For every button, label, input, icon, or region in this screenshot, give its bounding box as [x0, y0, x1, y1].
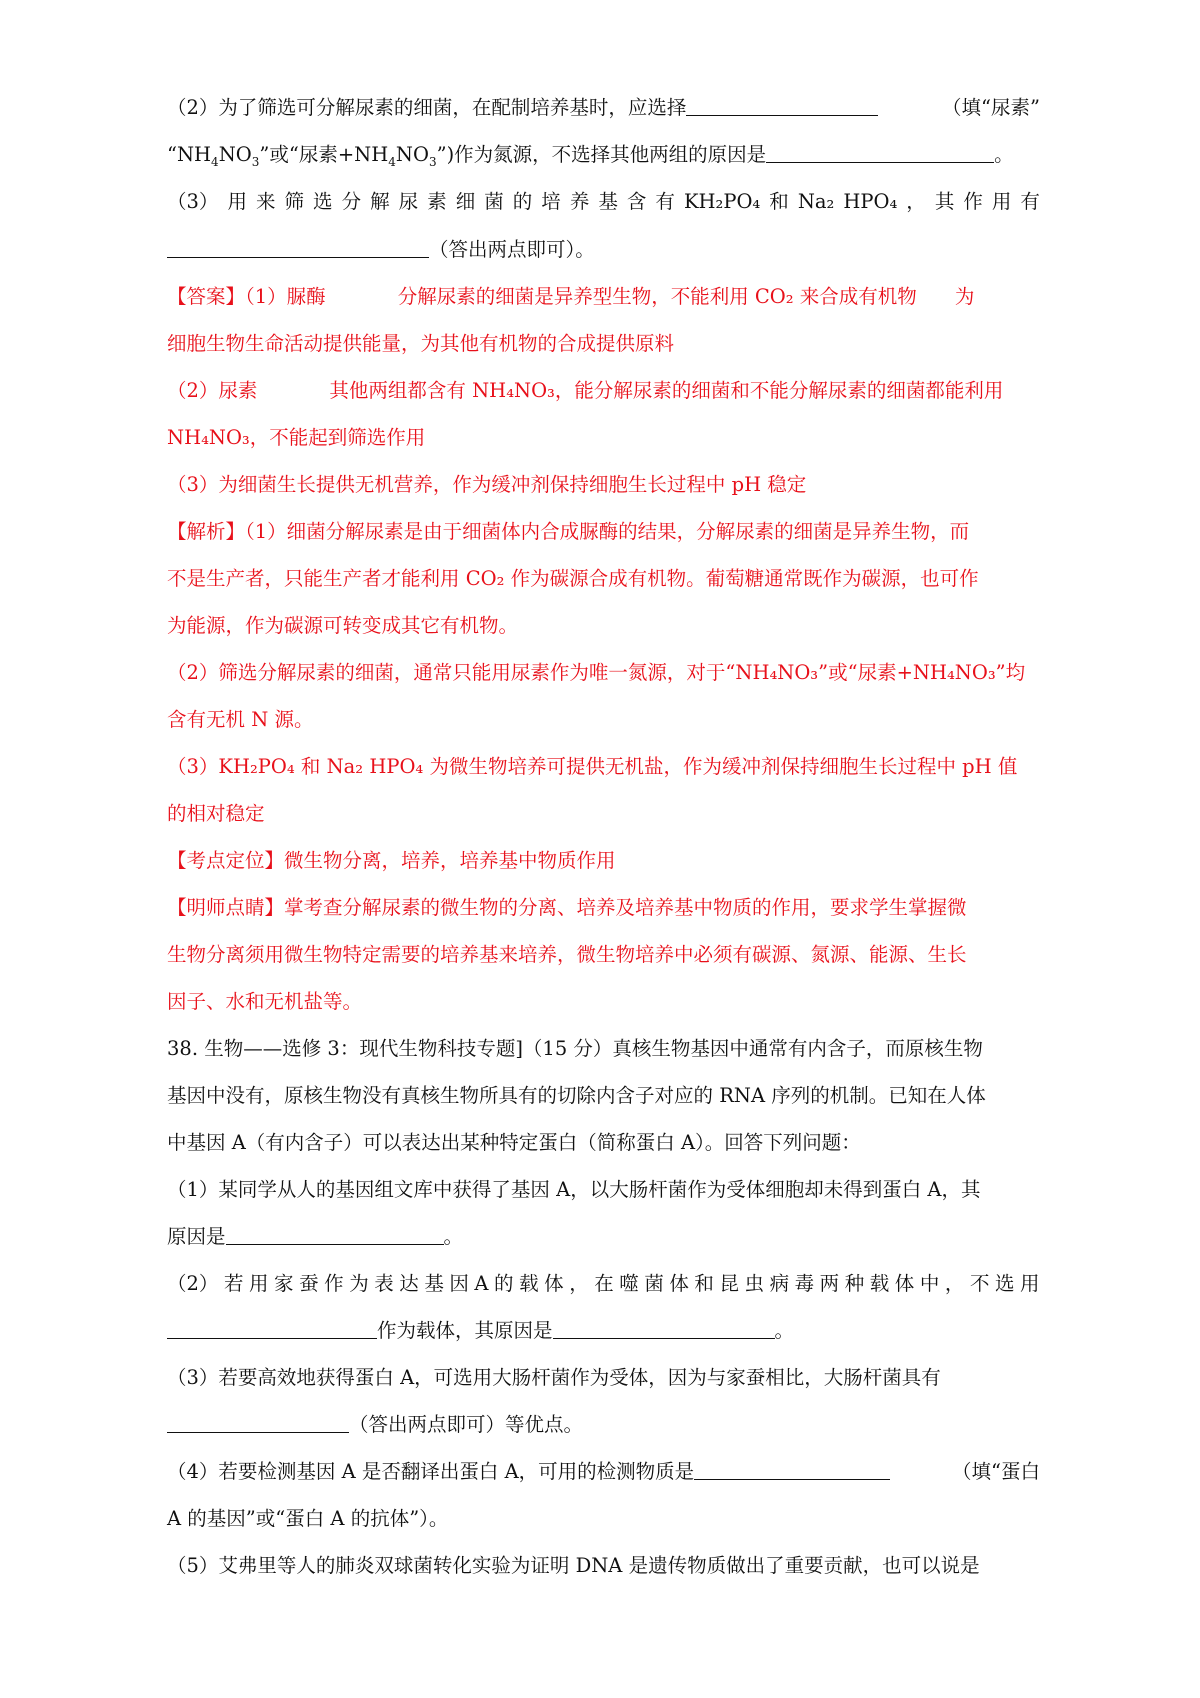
q38-part4-line1: （4）若要检测基因 A 是否翻译出蛋白 A，可用的检测物质是 （填“蛋白 — [167, 1460, 1040, 1483]
q38-part4-line2: A 的基因”或“蛋白 A 的抗体”）。 — [167, 1507, 449, 1530]
answer-blank — [766, 142, 994, 163]
answer-line1: 【答案】（1）脲酶 分解尿素的细菌是异养型生物，不能利用 CO₂ 来合成有机物 为 — [167, 285, 975, 308]
answer-line3: （2）尿素 其他两组都含有 NH₄NO₃，能分解尿素的细菌和不能分解尿素的细菌都能利用 — [167, 379, 1004, 402]
answer-line2: 细胞生物生命活动提供能量，为其他有机物的合成提供原料 — [167, 332, 675, 355]
q38-part3-line2: （答出两点即可）等优点。 — [167, 1411, 1040, 1439]
q38-part3-line1: （3）若要高效地获得蛋白 A，可选用大肠杆菌作为受体，因为与家蚕相比，大肠杆菌具有 — [167, 1366, 941, 1389]
kaodian-line: 【考点定位】微生物分离，培养，培养基中物质作用 — [167, 849, 616, 872]
q38-part1-line2: 原因是 。 — [167, 1225, 464, 1248]
analysis-line6: （3）KH₂PO₄ 和 Na₂ HPO₄ 为微生物培养可提供无机盐，作为缓冲剂保持细胞生长过程中 pH 值 — [167, 755, 1018, 778]
answer-blank — [167, 1412, 349, 1433]
q38-stem-line2: 基因中没有，原核生物没有真核生物所具有的切除内含子对应的 RNA 序列的机制。已知在人体 — [167, 1084, 986, 1107]
mingshi-line3: 因子、水和无机盐等。 — [167, 990, 363, 1013]
answer-line5: （3）为细菌生长提供无机营养，作为缓冲剂保持细胞生长过程中 pH 稳定 — [167, 473, 807, 496]
q37-part3-line1: （3） 用 来 筛 选 分 解 尿 素 细 菌 的 培 养 基 含 有 KH₂PO₄ 和 Na₂ HPO₄ ， 其 作 用 有 — [167, 190, 1040, 213]
answer-blank — [167, 237, 429, 258]
q37-part2-text: （2）为了筛选可分解尿素的细菌，在配制培养基时，应选择 — [167, 96, 687, 119]
q38-part5-line1: （5）艾弗里等人的肺炎双球菌转化实验为证明 DNA 是遗传物质做出了重要贡献，也可以说是 — [167, 1554, 980, 1577]
answer-blank — [694, 1459, 890, 1480]
q38-stem-line3: 中基因 A（有内含子）可以表达出某种特定蛋白（简称蛋白 A）。回答下列问题： — [167, 1131, 861, 1154]
analysis-line3: 为能源，作为碳源可转变成其它有机物。 — [167, 614, 519, 637]
q37-part3-line2: （答出两点即可）。 — [167, 236, 1040, 264]
analysis-line1: 【解析】（1）细菌分解尿素是由于细菌体内合成脲酶的结果，分解尿素的细菌是异养生物，而 — [167, 520, 970, 543]
answer-blank — [553, 1318, 775, 1339]
analysis-line2: 不是生产者，只能生产者才能利用 CO₂ 作为碳源合成有机物。葡萄糖通常既作为碳源，也可作 — [167, 567, 979, 590]
answer-blank — [226, 1224, 444, 1245]
answer-blank — [167, 1318, 377, 1339]
analysis-line4: （2）筛选分解尿素的细菌，通常只能用尿素作为唯一氮源，对于“NH₄NO₃”或“尿素+NH₄NO₃”均 — [167, 661, 1026, 684]
mingshi-line2: 生物分离须用微生物特定需要的培养基来培养，微生物培养中必须有碳源、氮源、能源、生长 — [167, 943, 967, 966]
q37-part2-fill-hint: （填“尿素” — [942, 96, 1040, 119]
q38-part2-line1: （2） 若 用 家 蚕 作 为 表 达 基 因 A 的 载 体 ， 在 噬 菌 体 和 昆 虫 病 毒 两 种 载 体 中 ， 不 选 用 — [167, 1272, 1040, 1295]
analysis-line7: 的相对稳定 — [167, 802, 265, 825]
q38-part2-line2: 作为载体，其原因是 。 — [167, 1317, 1040, 1345]
answer-line4: NH₄NO₃，不能起到筛选作用 — [167, 426, 426, 449]
q38-part1-line1: （1）某同学从人的基因组文库中获得了基因 A，以大肠杆菌作为受体细胞却未得到蛋白 A，其 — [167, 1178, 981, 1201]
analysis-line5: 含有无机 N 源。 — [167, 708, 314, 731]
q37-part2-line2: “$NH_4NO_3$”或“尿素$+NH_4NO_3$”)作为氮源，不选择其他两组的原因是 。 — [167, 143, 1014, 169]
answer-label: 【答案】 — [167, 285, 246, 308]
q38-stem-line1: 38. 生物——选修 3：现代生物科技专题]（15 分）真核生物基因中通常有内含子，而原核生物 — [167, 1037, 983, 1060]
q37-part2-line1 — [167, 94, 1040, 122]
mingshi-line1: 【明师点睛】掌考查分解尿素的微生物的分离、培养及培养基中物质的作用，要求学生掌握微 — [167, 896, 967, 919]
analysis-label: 【解析】 — [167, 520, 246, 543]
answer-blank — [686, 95, 878, 116]
